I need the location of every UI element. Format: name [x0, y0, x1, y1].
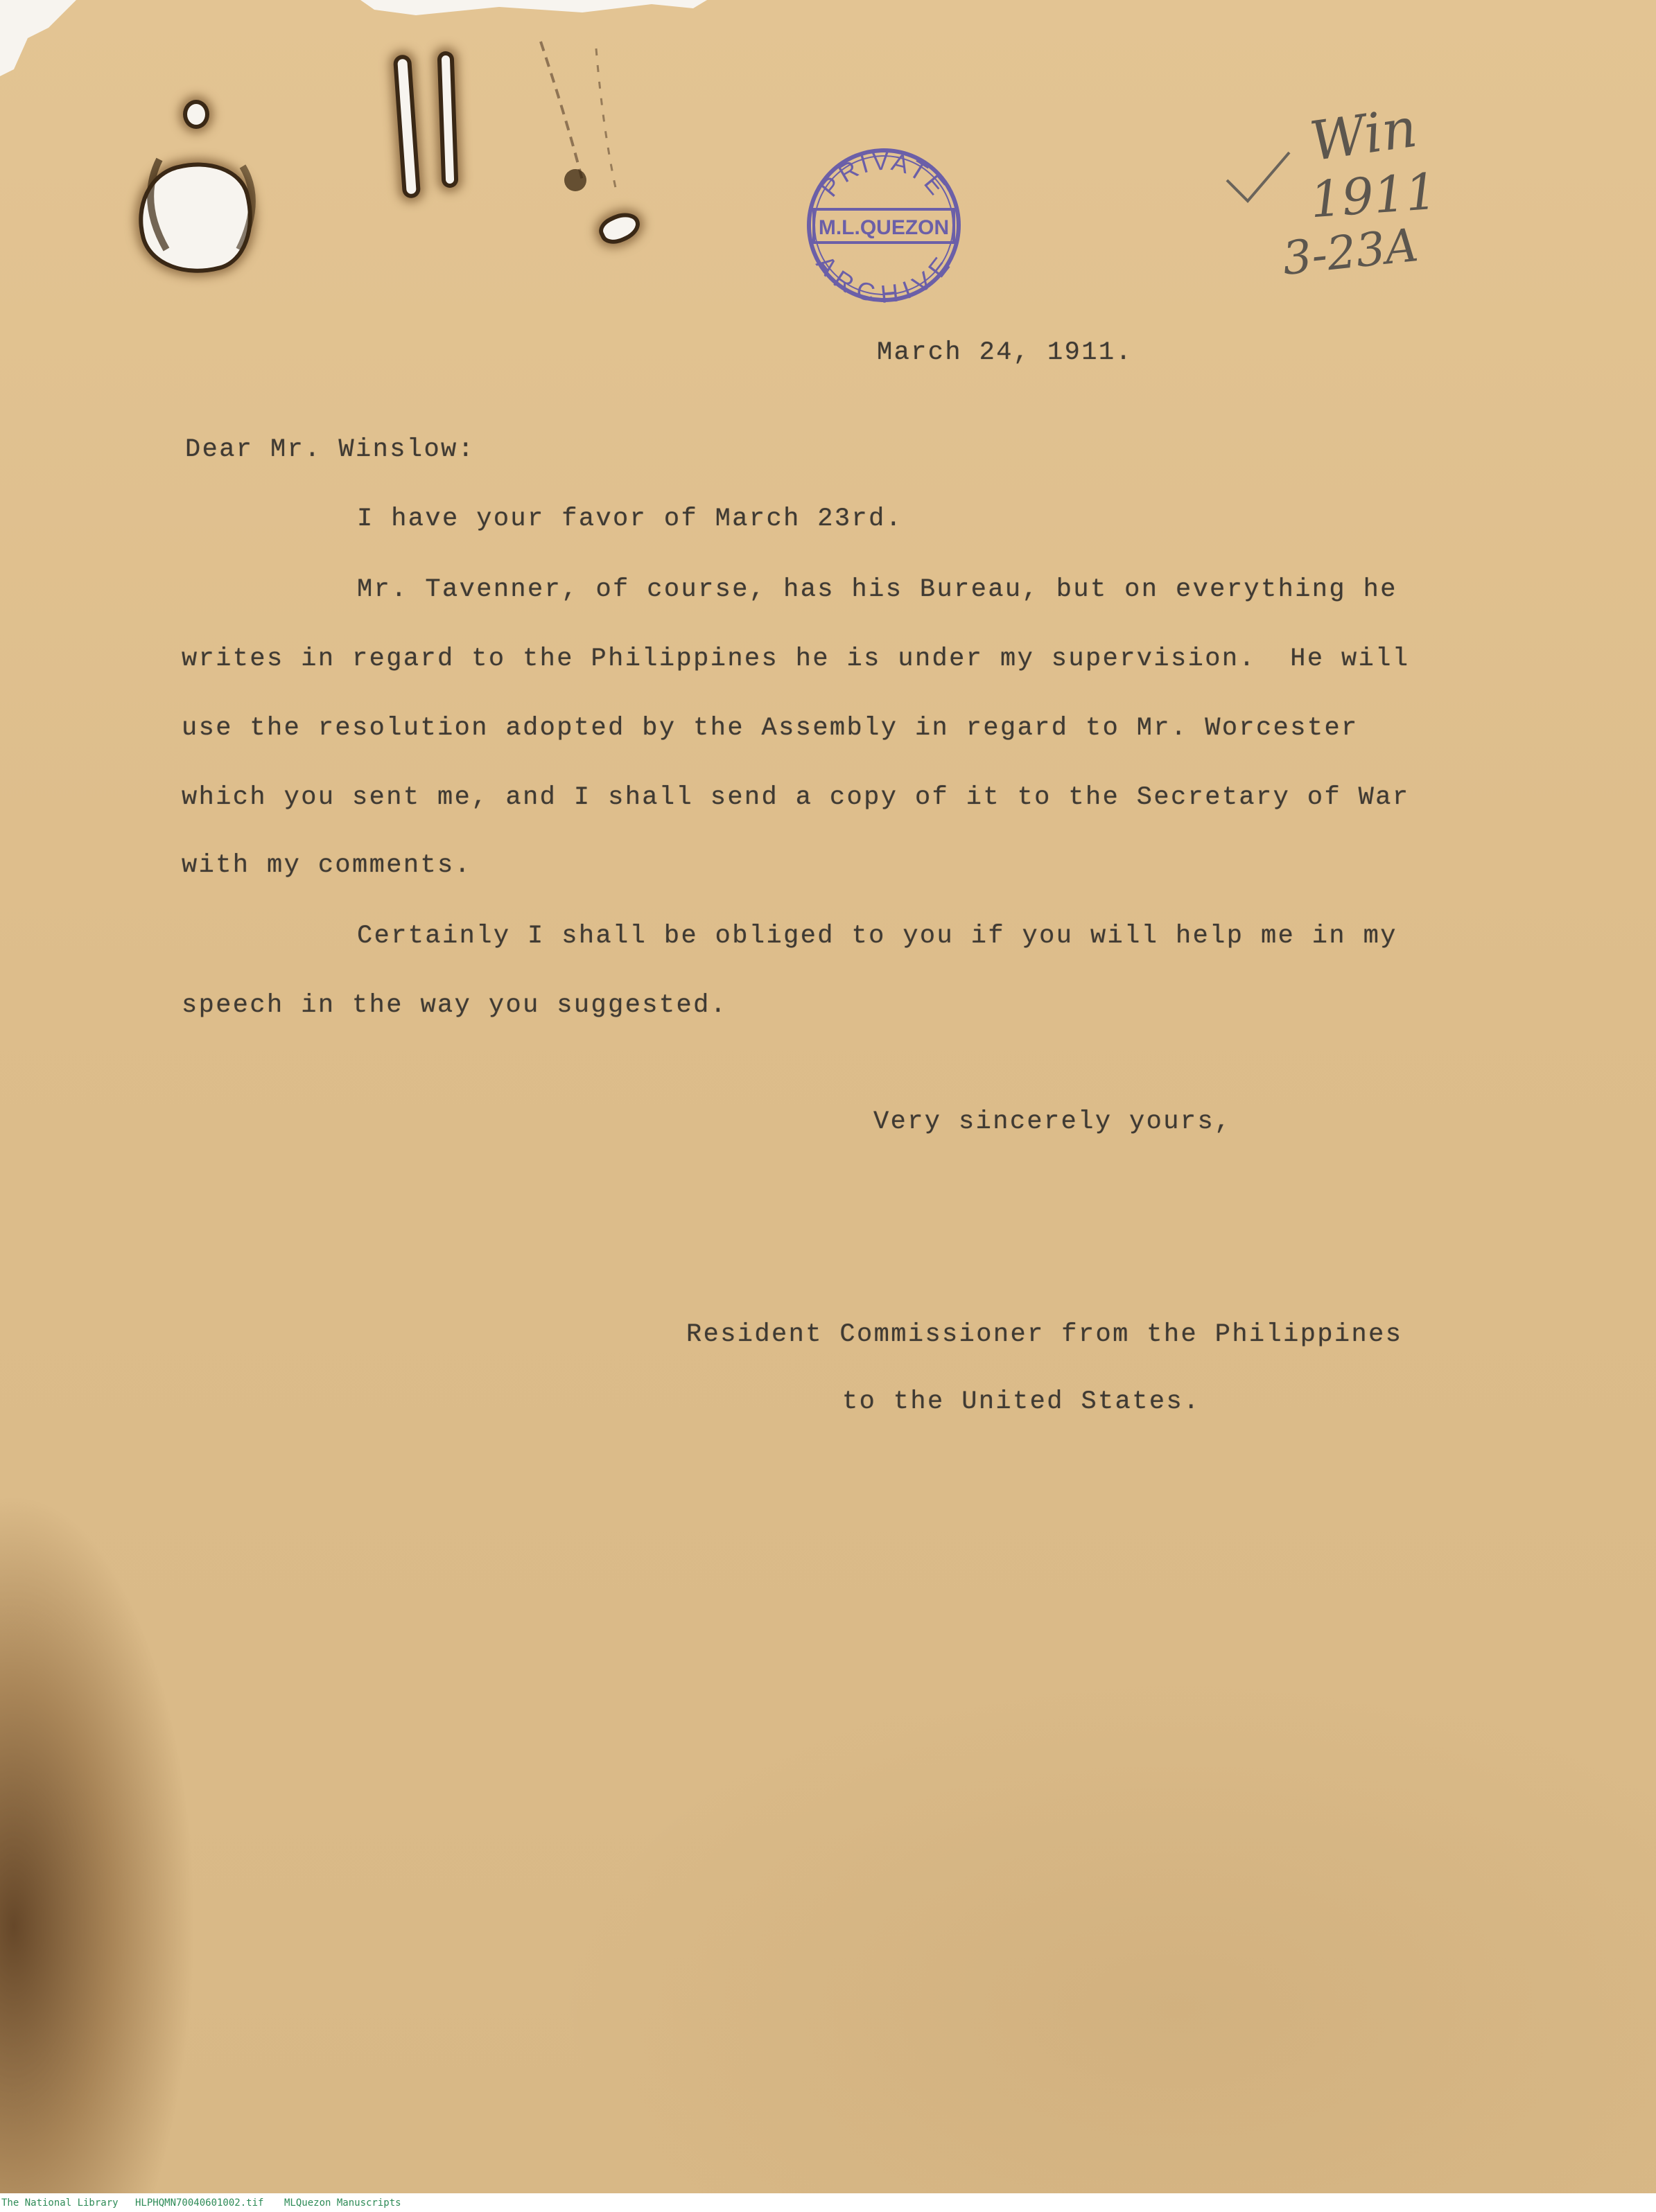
footer-library: The National Library: [1, 2197, 119, 2209]
signature-title: Resident Commissioner from the Philippines: [686, 1320, 1403, 1349]
signature-title: to the United States.: [842, 1387, 1201, 1416]
letter-body-line: Certainly I shall be obliged to you if you will help me in my: [357, 922, 1397, 951]
letter-body-line: use the resolution adopted by the Assembly in regard to Mr. Worcester: [182, 714, 1359, 743]
scorch-marks: [0, 0, 693, 312]
notation-line-2: 1911: [1308, 161, 1439, 229]
notation-line-3: 3-23A: [1280, 218, 1421, 286]
stamp-bottom-text: ARCHIVE: [810, 249, 957, 305]
notation-line-1: Win: [1306, 96, 1421, 174]
letter-closing: Very sincerely yours,: [873, 1107, 1232, 1136]
letter-body-line: I have your favor of March 23rd.: [357, 504, 903, 534]
letter-body-line: speech in the way you suggested.: [182, 991, 728, 1020]
letter-body-line: Mr. Tavenner, of course, has his Bureau, but on everything he: [357, 575, 1397, 604]
letter-body-line: writes in regard to the Philippines he is under my supervision. He will: [182, 644, 1410, 674]
letter-salutation: Dear Mr. Winslow:: [185, 435, 476, 464]
handwritten-notation: [1269, 69, 1449, 298]
letter-body-line: with my comments.: [182, 851, 472, 880]
archive-stamp: [804, 146, 964, 305]
stamp-top-text: PRIVATE: [814, 146, 953, 202]
torn-corner: [0, 0, 83, 83]
torn-top-edge: [360, 0, 707, 28]
footer-collection: MLQuezon Manuscripts: [284, 2197, 401, 2209]
footer-file: HLPHQMN70040601002.tif: [135, 2197, 264, 2209]
letter-body-line: which you sent me, and I shall send a copy of it to the Secretary of War: [182, 783, 1410, 812]
stamp-middle-text: M.L.QUEZON: [818, 216, 950, 239]
letter-date: March 24, 1911.: [877, 338, 1133, 367]
